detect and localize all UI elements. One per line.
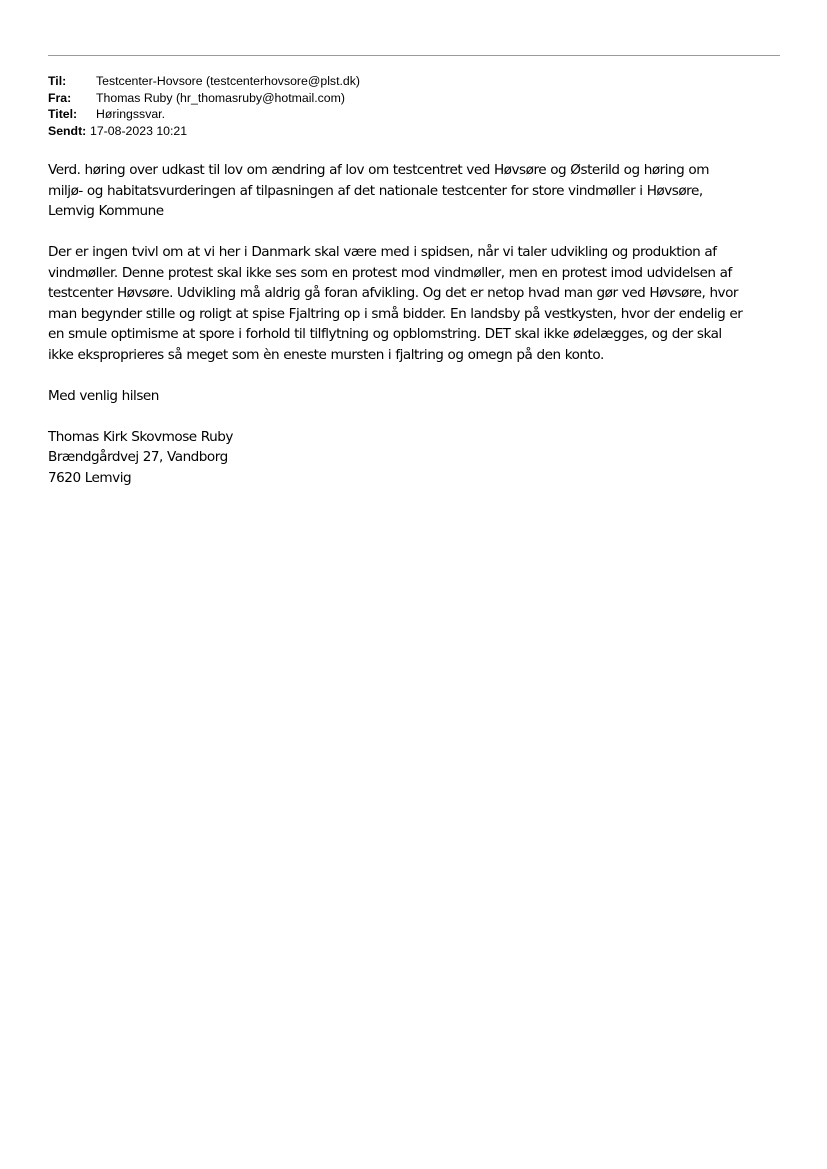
signature-name: Thomas Kirk Skovmose Ruby [48,428,233,445]
subject-paragraph [48,160,783,222]
body-line: ikke eksproprieres så meget som èn eneste mursten i fjaltring og omegn på den konto. [48,346,604,363]
header-to-value: Testcenter-Hovsore (testcenterhovsore@plst.dk) [96,74,360,88]
email-header [48,73,778,139]
header-sent-label: Sendt: [48,123,87,138]
subject-line: Verd. høring over udkast til lov om ændring af lov om testcentret ved Høvsøre og Østerild og høring om [48,162,709,178]
header-from-value: Thomas Ruby (hr_thomasruby@hotmail.com) [96,90,345,105]
closing-paragraph [48,386,783,407]
header-sent-value: 17-08-2023 10:21 [90,123,188,138]
signature-block [48,427,783,489]
header-to-label: Til: [48,74,67,88]
body-line: en smule optimisme at spore i forhold til tilflytning og opblomstring. DET skal ikke ødelægges, og der skal [48,326,722,342]
body-line: Der er ingen tvivl om at vi her i Danmark skal være med i spidsen, når vi taler udvikling og produktion af [48,244,717,260]
header-from-label: Fra: [48,90,72,105]
header-divider [48,55,780,56]
subject-line: Lemvig Kommune [48,203,164,219]
header-to-row [48,73,778,90]
header-title-row [48,106,778,123]
closing-line: Med venlig hilsen [48,387,159,404]
body-line: man begynder stille og roligt at spise Fjaltring op i små bidder. En landsby på vestkysten, hvor der endelig er [48,305,743,322]
header-sent-row [48,123,778,140]
body-line: testcenter Høvsøre. Udvikling må aldrig gå foran afvikling. Og det er netop hvad man gør ved Høvsøre, hvor [48,285,739,301]
signature-city: 7620 Lemvig [48,469,132,486]
email-body [48,160,783,509]
signature-address: Brændgårdvej 27, Vandborg [48,449,228,465]
main-paragraph [48,242,783,365]
header-from-row [48,90,778,107]
header-title-label: Titel: [48,107,78,121]
body-line: vindmøller. Denne protest skal ikke ses som en protest mod vindmøller, men en protest imod udvidelsen af [48,264,732,281]
subject-line: miljø- og habitatsvurderingen af tilpasningen af det nationale testcenter for store vindmøller i Høvsøre, [48,182,703,199]
header-title-value: Høringssvar. [96,107,166,121]
